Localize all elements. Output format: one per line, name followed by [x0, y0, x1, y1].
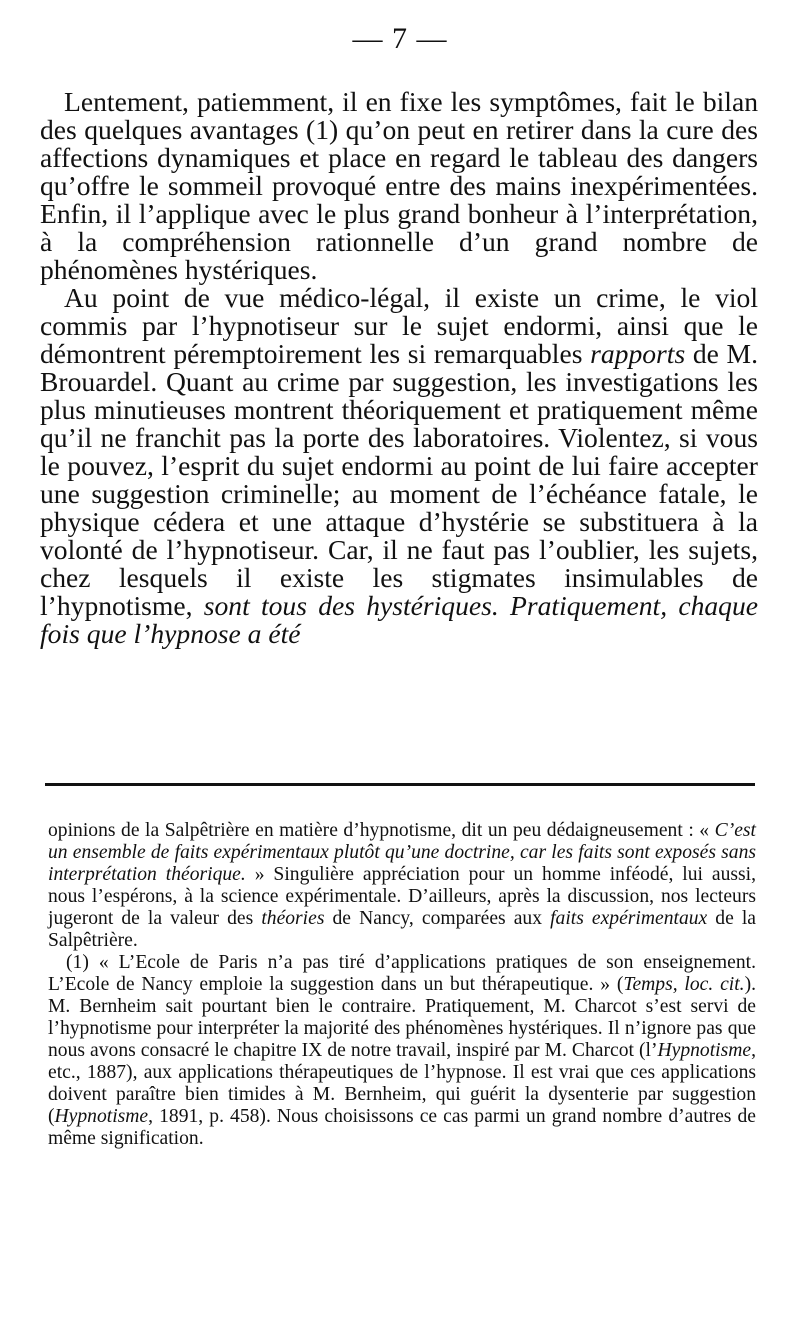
- main-paragraph-2: [40, 284, 758, 648]
- footnote-segment: , etc., 1887), aux applications thérapeutiques de l’hypnose. Il est vrai que ces applications doivent paraître bien timides à M. Bernheim, qui guérit la dysenterie par suggestion (: [48, 1040, 756, 1127]
- main-text: [40, 88, 758, 648]
- footnote-italic-segment: faits expérimentaux: [550, 908, 708, 929]
- main-paragraph-1: [40, 88, 758, 284]
- footnote-continuation: [48, 820, 756, 952]
- footnote-segment: ). M. Bernheim sait pourtant bien le contraire. Pratiquement, M. Charcot s’est servi de l’hypnotisme pour interpréter la majorité des phénomènes hystériques. Il n’ignore pas que nous avons consacré le chapitre IX de notre travail, inspiré par M. Charcot (l’: [48, 974, 756, 1061]
- footnote-segment: » Singulière appréciation pour un homme inféodé, lui aussi, nous l’espérons, à la science expérimentale. D’ailleurs, après la discussion, nos lecteurs jugeront de la valeur des: [48, 864, 757, 929]
- page-number: — 7 —: [352, 22, 448, 55]
- footnote-segment: , 1891, p. 458). Nous choisissons ce cas parmi un grand nombre d’autres de même signification.: [48, 1106, 756, 1149]
- main-text-segment: Lentement, patiemment, il en fixe les symptômes, fait le bilan des quelques avantages (1) qu’on peut en retirer dans la cure des affections dynamiques et place en regard le tableau des dangers qu’offre le sommeil provoqué entre des mains inexpérimentées. Enfin, il l’applique avec le plus grand bonheur à l’interprétation, à la compréhension rationnelle d’un grand nombre de phénomènes hystériques.: [40, 86, 758, 285]
- main-text-segment: Au point de vue médico-légal, il existe un crime, le viol commis par l’hypnotiseur sur le sujet endormi, ainsi que le démontrent péremptoirement les si remarquables: [40, 282, 758, 369]
- footnote-segment: de Nancy, comparées aux: [324, 908, 551, 929]
- footnote-italic-segment: Hypnotisme: [657, 1040, 752, 1061]
- footnote-1: [48, 952, 756, 1150]
- main-text-segment: de M. Brouardel. Quant au crime par suggestion, les investigations les plus minutieuses montrent théoriquement et pratiquement même qu’il ne franchit pas la porte des laboratoires. Violentez, si vous le pouvez, l’esprit du sujet endormi au point de lui faire accepter une suggestion criminelle; au moment de l’échéance fatale, le physique cédera et une attaque d’hystérie se substituera à la volonté de l’hypnotiseur. Car, il ne faut pas l’oublier, les sujets, chez lesquels il existe les stigmates insimulables de l’hypnotisme,: [40, 338, 758, 621]
- footnotes: [48, 820, 756, 1150]
- footnote-italic-segment: C’est un ensemble de faits expérimentaux plutôt qu’une doctrine, car les faits sont exposés sans interprétation théorique.: [48, 820, 756, 885]
- footnote-italic-segment: Temps, loc. cit.: [623, 974, 745, 995]
- footnote-segment: (1) « L’Ecole de Paris n’a pas tiré d’applications pratiques de son enseignement. L’Ecole de Nancy emploie la suggestion dans un but thérapeutique. » (: [48, 952, 756, 995]
- footnote-italic-segment: théories: [261, 908, 325, 929]
- footnote-segment: opinions de la Salpêtrière en matière d’hypnotisme, dit un peu dédaigneusement : «: [48, 820, 715, 841]
- footnote-divider: [45, 783, 755, 786]
- footnote-italic-segment: Hypnotisme: [54, 1106, 149, 1127]
- footnote-segment: de la Salpêtrière.: [48, 908, 757, 951]
- main-text-italic-segment: rapports: [590, 338, 686, 369]
- main-text-italic-segment: sont tous des hystériques. Pratiquement, chaque fois que l’hypnose a été: [40, 590, 758, 649]
